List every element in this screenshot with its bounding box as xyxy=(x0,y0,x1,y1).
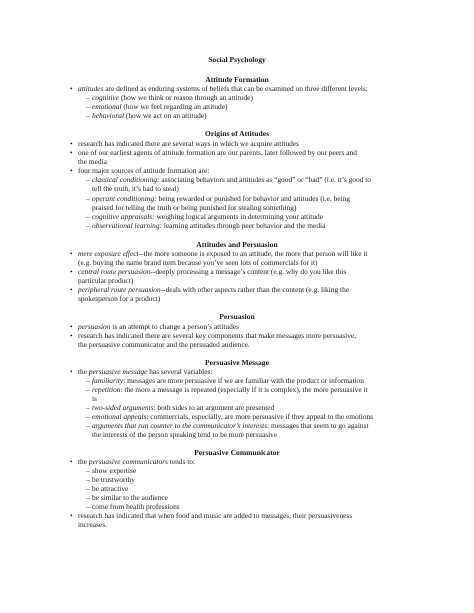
bullet-icon: • xyxy=(70,331,73,340)
document-title: Social Psychology xyxy=(208,55,266,64)
bullet-icon: • xyxy=(70,322,73,331)
dash-icon: – xyxy=(86,175,90,184)
sub-list-item: two-sided arguments: both sides to an argument are presented xyxy=(92,403,275,412)
list-item: four major sources of attitude formation are: xyxy=(78,166,210,175)
dash-icon: – xyxy=(86,212,90,221)
dash-icon: – xyxy=(86,93,90,102)
sub-list-item-continuation: the interests of the person speaking tend to be more persuasive xyxy=(92,430,278,439)
sub-list-item: behavioral (how we act on an attitude) xyxy=(92,111,207,120)
sub-list-item: classical conditioning: associating behaviors and attitudes as “good” or “bad” (i.e. it’s good to xyxy=(92,175,371,184)
section-heading-attitudes-persuasion: Attitudes and Persuasion xyxy=(196,240,278,249)
section-heading-persuasive-communicator: Persuasive Communicator xyxy=(194,448,280,457)
list-item: the persuasive communicators tends to: xyxy=(78,457,196,466)
bullet-icon: • xyxy=(70,267,73,276)
sub-list-item: come from health professions xyxy=(92,502,180,511)
sub-list-item: emotional appeals: commercials, especially, are more persuasive if they appeal to the emotions xyxy=(92,412,374,421)
section-heading-persuasion: Persuasion xyxy=(219,312,255,321)
dash-icon: – xyxy=(86,466,90,475)
list-item: research has indicated there are several key components that make messages more persuasive, xyxy=(78,331,357,340)
list-item: central route persuasion--deeply processing a message’s content (e.g. why do you like this xyxy=(78,267,347,276)
sub-list-item: be similar to the audience xyxy=(92,493,168,502)
bullet-icon: • xyxy=(70,285,73,294)
list-item: research has indicated that when food and music are added to messages, their persuasiveness xyxy=(78,511,353,520)
bullet-icon: • xyxy=(70,166,73,175)
sub-list-item: show expertise xyxy=(92,466,137,475)
dash-icon: – xyxy=(86,484,90,493)
dash-icon: – xyxy=(86,376,90,385)
dash-icon: – xyxy=(86,385,90,394)
list-item: the persuasive message has several variables: xyxy=(78,367,213,376)
dash-icon: – xyxy=(86,403,90,412)
bullet-icon: • xyxy=(70,139,73,148)
sub-list-item: be trustworthy xyxy=(92,475,135,484)
sub-list-item-continuation: is xyxy=(92,394,97,403)
sub-list-item: observational learning: learning attitudes through peer behavior and the media xyxy=(92,221,326,230)
dash-icon: – xyxy=(86,421,90,430)
bullet-icon: • xyxy=(70,511,73,520)
bullet-icon: • xyxy=(70,148,73,157)
bullet-icon: • xyxy=(70,457,73,466)
list-item-continuation: (e.g. buying the name brand item because you’ve seen lots of commercials for it) xyxy=(78,258,318,267)
sub-list-item-continuation: praised for telling the truth or being punished for stealing something) xyxy=(92,203,297,212)
dash-icon: – xyxy=(86,502,90,511)
list-item: persuasion is an attempt to change a person’s attitudes xyxy=(78,322,239,331)
sub-list-item: arguments that run counter to the communicator’s interests: messages that seem to go against xyxy=(92,421,369,430)
sub-list-item: cognitive appraisals: weighing logical arguments in determining your attitude xyxy=(92,212,323,221)
sub-list-item-continuation: tell the truth, it’s bad to steal) xyxy=(92,184,179,193)
bullet-icon: • xyxy=(70,249,73,258)
list-item-continuation: particular product) xyxy=(78,276,134,285)
bullet-icon: • xyxy=(70,367,73,376)
sub-list-item: repetition: the more a message is repeated (especially if it is complex), the more persuasive it xyxy=(92,385,368,394)
section-heading-attitude-formation: Attitude Formation xyxy=(205,75,269,84)
list-item: research has indicated there are several ways in which we acquire attitudes xyxy=(78,139,300,148)
dash-icon: – xyxy=(86,111,90,120)
list-item-continuation: increases. xyxy=(78,520,107,529)
list-item-continuation: the persuasive communicator and the persuaded audience. xyxy=(78,340,250,349)
bullet-icon: • xyxy=(70,84,73,93)
dash-icon: – xyxy=(86,475,90,484)
sub-list-item: be attractive xyxy=(92,484,129,493)
list-item: peripheral route persuasion--deals with other aspects rather than the content (e.g. liking the xyxy=(78,285,350,294)
section-heading-origins: Origins of Attitudes xyxy=(204,129,270,138)
section-heading-persuasive-message: Persuasive Message xyxy=(205,358,269,367)
list-item: one of our earliest agents of attitude formation are our parents, later followed by our peers and xyxy=(78,148,357,157)
list-item: mere exposure effect--the more someone is exposed to an attitude, the more that person will like it xyxy=(78,249,368,258)
dash-icon: – xyxy=(86,194,90,203)
list-item-continuation: spokesperson for a product) xyxy=(78,294,161,303)
sub-list-item: familiarity: messages are more persuasive if we are familiar with the product or information xyxy=(92,376,364,385)
sub-list-item: operant conditioning: being rewarded or punished for behavior and attitudes (i.e. being xyxy=(92,194,350,203)
list-item: attitudes are defined as enduring systems of beliefs that can be examined on three different levels: xyxy=(78,84,368,93)
dash-icon: – xyxy=(86,493,90,502)
dash-icon: – xyxy=(86,412,90,421)
dash-icon: – xyxy=(86,221,90,230)
dash-icon: – xyxy=(86,102,90,111)
sub-list-item: cognitive (how we think or reason through an attitude) xyxy=(92,93,253,102)
list-item-continuation: the media xyxy=(78,157,107,166)
sub-list-item: emotional (how we feel regarding an attitude) xyxy=(92,102,228,111)
